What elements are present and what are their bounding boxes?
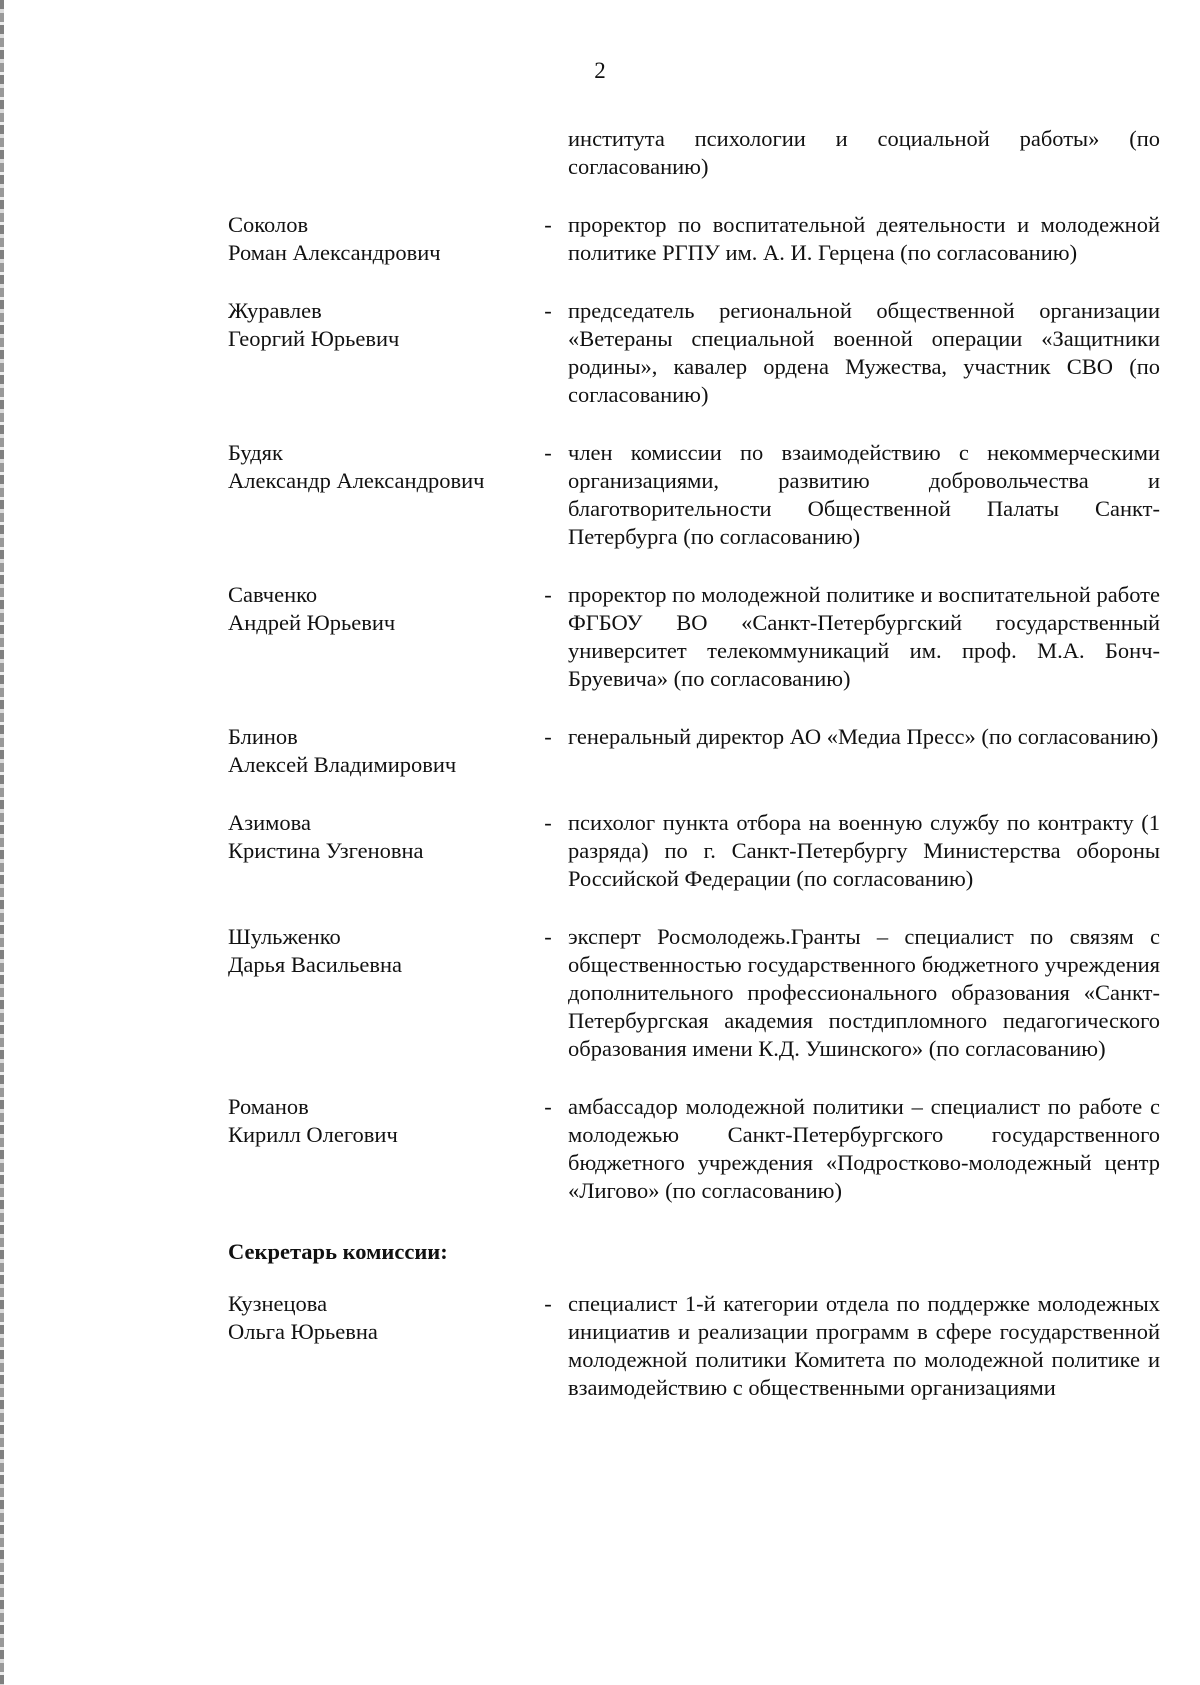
member-dash: - [544, 810, 552, 835]
member-dash: - [544, 212, 552, 237]
member-name [228, 297, 528, 409]
continuation-text: института психологии и социальной работы» (по согласованию) [568, 126, 1160, 179]
secretary-given-names: Ольга Юрьевна [228, 1319, 378, 1344]
page-number: 2 [594, 58, 606, 83]
member-given-names: Кирилл Олегович [228, 1122, 398, 1147]
secretary-name [228, 1290, 528, 1402]
member-position: генеральный директор АО «Медиа Пресс» (по согласованию) [568, 724, 1159, 749]
member-position: амбассадор молодежной политики – специалист по работе с молодежью Санкт-Петербургского государственного бюджетного учреждения «Подростково-молодежный центр «Лигово» (по согласованию) [568, 1094, 1160, 1203]
member-entry [228, 439, 1160, 551]
member-given-names: Дарья Васильевна [228, 952, 402, 977]
member-given-names: Георгий Юрьевич [228, 326, 400, 351]
scan-binding-edge [0, 0, 4, 1685]
secretary-entry [228, 1290, 1160, 1402]
commission-member-list [228, 125, 1160, 1402]
member-dash: - [544, 924, 552, 949]
secretary-position: специалист 1-й категории отдела по поддержке молодежных инициатив и реализации программ в сфере государственной молодежной политики Комитета по молодежной политике и взаимодействию с общественными организациями [568, 1291, 1160, 1400]
member-entry [228, 297, 1160, 409]
member-position: член комиссии по взаимодействию с некоммерческими организациями, развитию добровольчества и благотворительности Общественной Палаты Санкт-Петербурга (по согласованию) [568, 440, 1160, 549]
member-name [228, 439, 528, 551]
member-entry [228, 923, 1160, 1063]
member-surname: Соколов [228, 212, 309, 237]
secretary-dash: - [544, 1291, 552, 1316]
member-given-names: Алексей Владимирович [228, 752, 457, 777]
member-given-names: Роман Александрович [228, 240, 441, 265]
member-entry [228, 723, 1160, 779]
member-surname: Журавлев [228, 298, 322, 323]
member-dash: - [544, 298, 552, 323]
member-entry [228, 211, 1160, 267]
member-surname: Шульженко [228, 924, 341, 949]
member-surname: Блинов [228, 724, 298, 749]
member-entry [228, 809, 1160, 893]
member-position: психолог пункта отбора на военную службу по контракту (1 разряда) по г. Санкт-Петербургу Министерства обороны Российской Федерации (по согласованию) [568, 810, 1160, 891]
member-position: проректор по воспитательной деятельности и молодежной политике РГПУ им. А. И. Герцена (по согласованию) [568, 212, 1160, 265]
member-name [228, 923, 528, 1063]
member-entry [228, 1093, 1160, 1205]
member-name [228, 723, 528, 779]
member-name [228, 809, 528, 893]
member-given-names: Александр Александрович [228, 468, 485, 493]
member-surname: Азимова [228, 810, 311, 835]
member-name [228, 581, 528, 693]
member-surname: Романов [228, 1094, 309, 1119]
secretary-surname: Кузнецова [228, 1291, 328, 1316]
member-position: проректор по молодежной политике и воспитательной работе ФГБОУ ВО «Санкт-Петербургский государственный университет телекоммуникаций им. проф. М.А. Бонч-Бруевича» (по согласованию) [568, 582, 1160, 691]
member-position: эксперт Росмолодежь.Гранты – специалист по связям с общественностью государственного бюджетного учреждения дополнительного профессионального образования «Санкт-Петербургская академия постдипломного педагогического образования имени К.Д. Ушинского» (по согласованию) [568, 924, 1160, 1061]
member-position: председатель региональной общественной организации «Ветераны специальной военной операции «Защитники родины», кавалер ордена Мужества, участник СВО (по согласованию) [568, 298, 1160, 407]
member-dash: - [544, 440, 552, 465]
member-surname: Будяк [228, 440, 283, 465]
member-entry [228, 581, 1160, 693]
member-dash: - [544, 1094, 552, 1119]
member-dash: - [544, 724, 552, 749]
member-name [228, 1093, 528, 1205]
member-given-names: Кристина Узгеновна [228, 838, 424, 863]
member-given-names: Андрей Юрьевич [228, 610, 396, 635]
member-surname: Савченко [228, 582, 318, 607]
member-dash: - [544, 582, 552, 607]
member-name [228, 211, 528, 267]
secretary-heading: Секретарь комиссии: [228, 1239, 448, 1264]
